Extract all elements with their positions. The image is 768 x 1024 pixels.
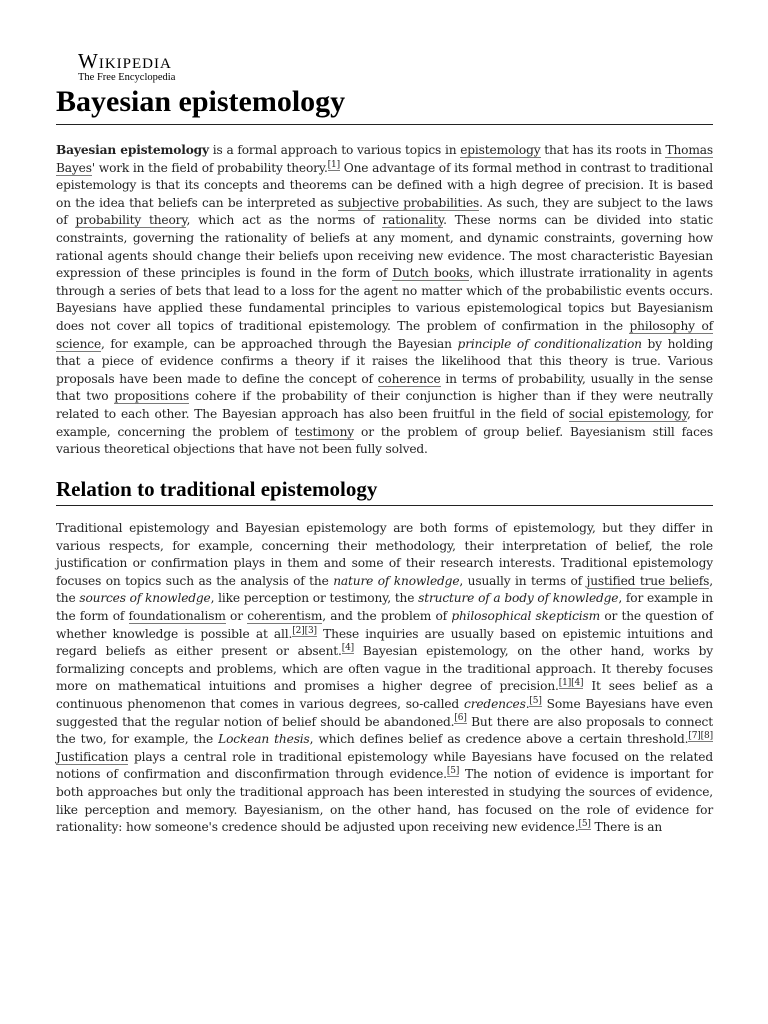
text-run: in terms of probability, usually in the sense that two <box>56 371 713 404</box>
link-propositions[interactable]: propositions <box>114 389 190 404</box>
text-run: , which act as the norms of <box>186 213 383 228</box>
italic-term: philosophical skepticism <box>451 608 601 623</box>
link-coherence[interactable]: coherence <box>377 371 441 386</box>
text-run: is a formal approach to various topics in <box>209 143 461 157</box>
logo-tagline: The Free Encyclopedia <box>78 72 176 83</box>
reference-3[interactable]: [3] <box>304 625 317 636</box>
italic-term: nature of knowledge <box>333 573 460 588</box>
text-run: or the problem of group belief. Bayesianism still faces various theoretical objections that have not been fully solved. <box>56 424 713 457</box>
italic-term: Lockean thesis <box>218 732 310 747</box>
reference-5[interactable]: [5] <box>529 695 542 706</box>
reference-1[interactable]: [1] <box>558 678 572 689</box>
text-run: One advantage of its formal method in contrast to traditional epistemology is that its concepts and theorems can be defined with a high degree of precision. It is based on the idea that beliefs can be interpreted as <box>56 160 713 210</box>
link-coherentism[interactable]: coherentism <box>247 608 323 623</box>
text-run: , for example, can be approached through the Bayesian <box>101 336 458 351</box>
reference-5[interactable]: [5] <box>578 819 591 830</box>
text-run: , which illustrate irrationality in agents through a series of bets that lead to a loss for the agent no matter which of the probabilistic events occurs. Bayesians have applied these fundamental principles to various epistemological topics but Bayesianism does not cover all topics of traditional epistemology. The problem of confirmation in the <box>56 266 713 333</box>
link-thomas-bayes[interactable]: Thomas Bayes <box>56 143 713 175</box>
text-run: , for example in the form of <box>56 591 714 623</box>
italic-term: sources of knowledge <box>79 591 211 606</box>
text-run: . <box>525 696 530 711</box>
reference-4[interactable]: [4] <box>571 678 584 689</box>
text-run: Bayesian epistemology, on the other hand, works by formalizing concepts and problems, which are often vague in the traditional approach. It thereby focuses more on mathematical intuitions and promises a higher degree of precision. <box>56 644 714 694</box>
reference-8[interactable]: [8] <box>700 731 713 742</box>
link-dutch-books[interactable]: Dutch books <box>392 266 470 281</box>
reference-5[interactable]: [5] <box>446 766 460 777</box>
text-run: by holding that a piece of evidence confirms a theory if it raises the likelihood that this theory is true. Various proposals have been made to define the concept of <box>56 336 713 386</box>
wikipedia-logo[interactable] <box>78 50 175 84</box>
text-run: These inquiries are usually based on epistemic intuitions and regard beliefs as either present or absent. <box>56 626 713 659</box>
text-run: or the question of whether knowledge is possible at all. <box>56 608 713 641</box>
text-run: , usually in terms of <box>459 573 587 588</box>
text-run: or <box>225 608 248 623</box>
text-run: The notion of evidence is important for both approaches but only the traditional approach has been interested in studying the sources of evidence, like perception and memory. Bayesianism, on the other hand, has focused on the role of evidence for rationality: how someone's credence should be adjusted upon receiving new evidence. <box>56 767 713 835</box>
text-run: It sees belief as a continuous phenomenon that comes in various degrees, so-called <box>56 679 713 711</box>
text-run: . As such, they are subject to the laws of <box>56 195 713 228</box>
text-run: , the <box>56 573 714 606</box>
text-run: Traditional epistemology and Bayesian epistemology are both forms of epistemology, but they differ in various respects, for example, concerning their methodology, their interpretation of belief, the role justification or confirmation plays in them and some of their research interests. Traditional epistemology focuses on topics such as the analysis of the <box>56 521 713 588</box>
lead-term: Bayesian epistemology <box>56 143 209 157</box>
link-testimony[interactable]: testimony <box>294 424 355 439</box>
link-justification[interactable]: Justification <box>56 749 129 764</box>
text-run: , for example, concerning the problem of <box>56 406 713 439</box>
text-run: plays a central role in traditional epistemology while Bayesians have focused on the related notions of confirmation and disconfirmation through evidence. <box>56 749 713 782</box>
italic-term: structure of a body of knowledge <box>418 591 619 606</box>
text-run: that has its roots in <box>540 143 666 157</box>
logo-wordmark: Wikipedia <box>78 49 172 73</box>
link-philosophy-of-science[interactable]: philosophy of science <box>56 318 713 351</box>
text-run: ' work in the field of probability theory. <box>91 160 328 175</box>
text-run: But there are also proposals to connect the two, for example, the <box>56 714 713 747</box>
reference-6[interactable]: [6] <box>454 713 467 724</box>
reference-1[interactable]: [1] <box>327 159 340 170</box>
italic-term: credences <box>464 696 526 711</box>
link-subjective-probabilities[interactable]: subjective probabilities <box>337 195 480 210</box>
text-run: Some Bayesians have even suggested that the regular notion of belief should be abandoned. <box>56 696 713 729</box>
italic-term: principle of conditionalization <box>457 336 642 351</box>
text-run: , and the problem of <box>322 608 452 623</box>
text-run: , which defines belief as credence above a certain threshold. <box>309 732 689 747</box>
reference-4[interactable]: [4] <box>341 643 355 654</box>
text-run: . These norms can be divided into static constraints, governing the rationality of beliefs at any moment, and dynamic constraints, governing how rational agents should change their beliefs upon receiving new evidence. The most characteristic Bayesian expression of these principles is found in the form of <box>56 213 713 281</box>
reference-7[interactable]: [7] <box>688 731 701 742</box>
text-run: There is an <box>590 820 663 835</box>
section-paragraph <box>56 520 713 837</box>
section-heading: Relation to traditional epistemology <box>56 476 713 506</box>
link-probability-theory[interactable]: probability theory <box>75 213 187 228</box>
link-rationality[interactable]: rationality <box>382 213 444 228</box>
page-title: Bayesian epistemology <box>56 84 713 125</box>
link-epistemology[interactable]: epistemology <box>460 143 541 157</box>
link-social-epistemology[interactable]: social epistemology <box>568 406 688 421</box>
reference-2[interactable]: [2] <box>292 625 305 636</box>
text-run: , like perception or testimony, the <box>210 591 419 606</box>
lead-paragraph <box>56 142 713 459</box>
link-justified-true-beliefs[interactable]: justified true beliefs <box>586 573 710 588</box>
link-foundationalism[interactable]: foundationalism <box>128 608 226 623</box>
text-run: cohere if the probability of their conjunction is higher than if they were neutrally related to each other. The Bayesian approach has also been fruitful in the field of <box>56 389 713 421</box>
